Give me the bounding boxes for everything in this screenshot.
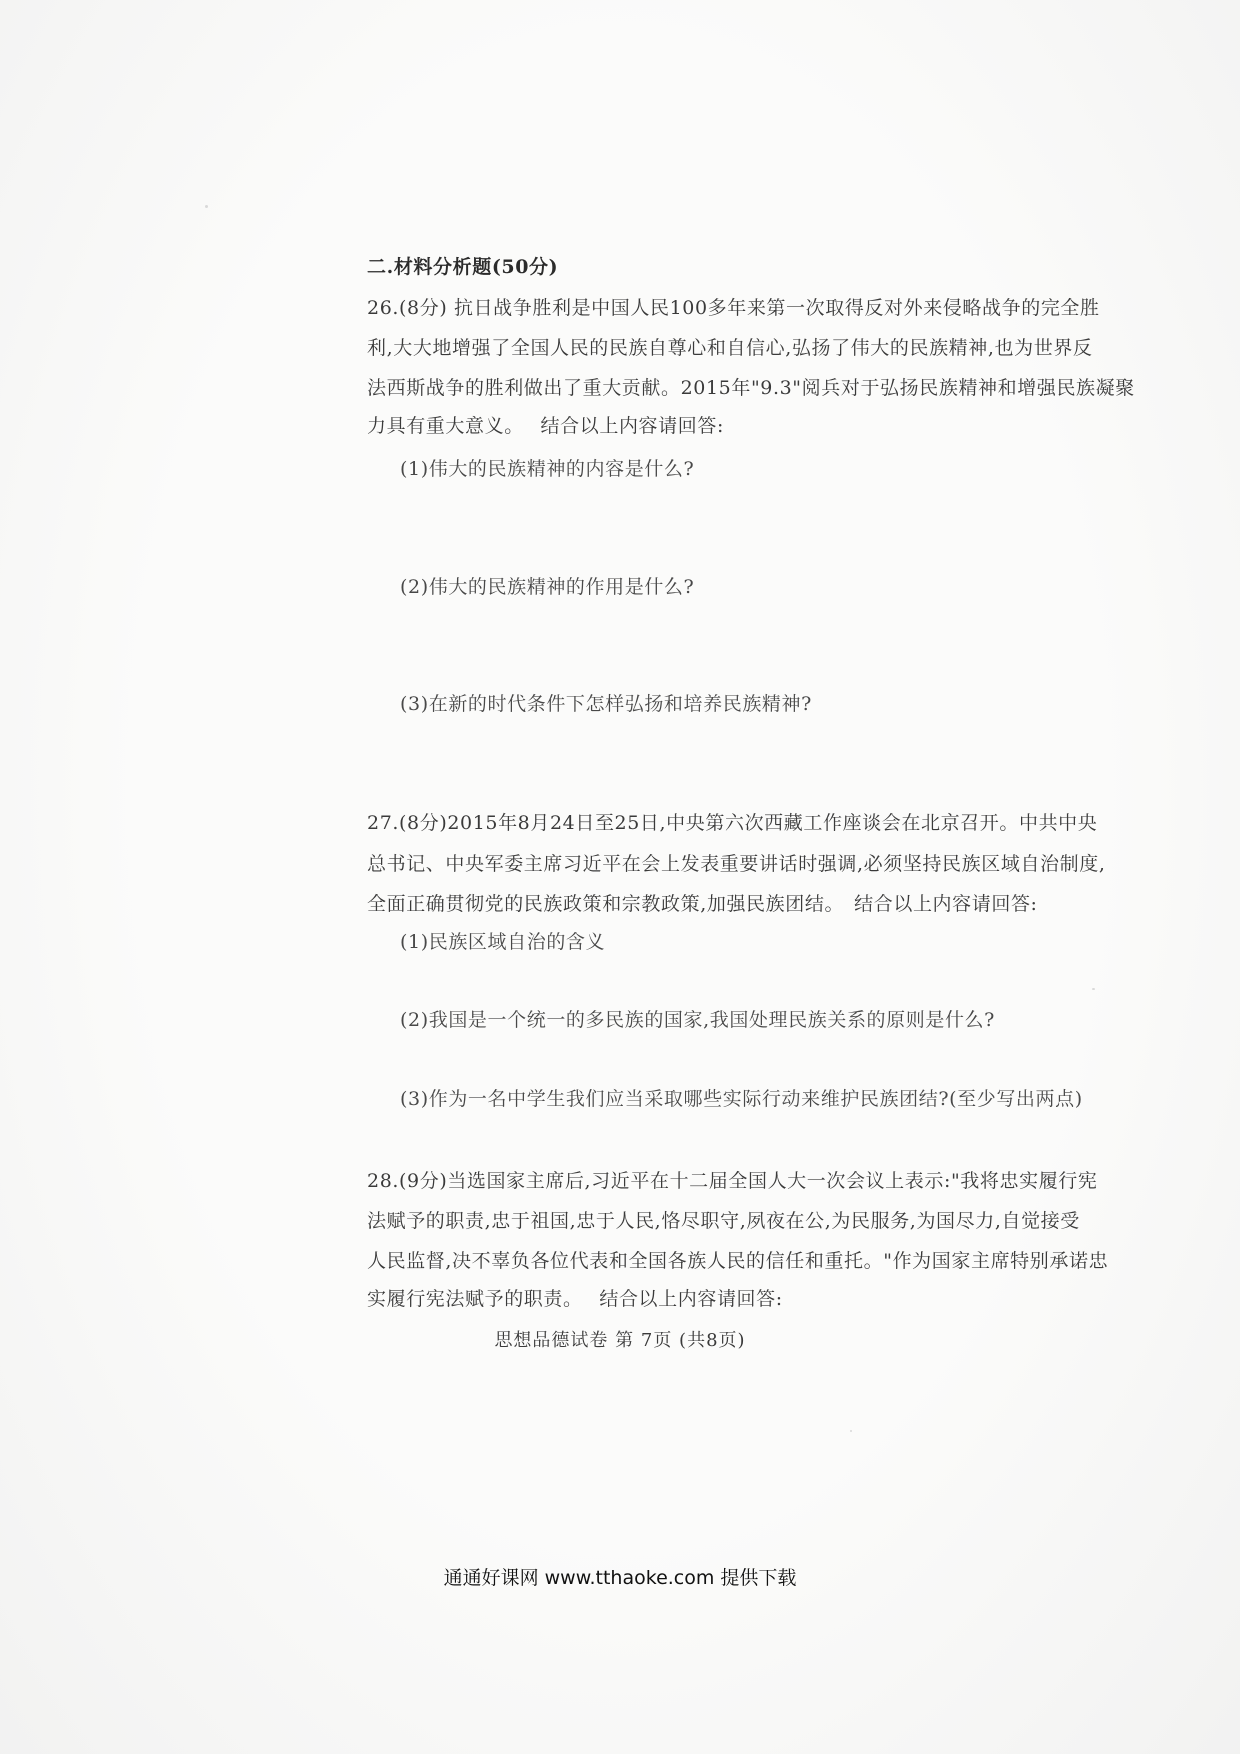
q27-subquestion-3: (3)作为一名中学生我们应当采取哪些实际行动来维护民族团结?(至少写出两点) (400, 1088, 1083, 1110)
q27-line-3: 全面正确贯彻党的民族政策和宗教政策,加强民族团结。 结合以上内容请回答: (367, 893, 1038, 915)
q26-line-2: 利,大大地增强了全国人民的民族自尊心和自信心,弘扬了伟大的民族精神,也为世界反 (367, 337, 1093, 359)
q26-subquestion-3: (3)在新的时代条件下怎样弘扬和培养民族精神? (400, 693, 812, 715)
q28-line-4: 实履行宪法赋予的职责。 结合以上内容请回答: (367, 1288, 783, 1310)
q27-subquestion-2: (2)我国是一个统一的多民族的国家,我国处理民族关系的原则是什么? (400, 1009, 995, 1031)
scan-speck (850, 1430, 852, 1432)
q26-subquestion-2: (2)伟大的民族精神的作用是什么? (400, 576, 695, 598)
q26-line-1: 26.(8分) 抗日战争胜利是中国人民100多年来第一次取得反对外来侵略战争的完全胜 (367, 297, 1100, 319)
q28-line-3: 人民监督,决不辜负各位代表和全国各族人民的信任和重托。"作为国家主席特别承诺忠 (367, 1250, 1109, 1272)
q27-line-2: 总书记、中央军委主席习近平在会上发表重要讲话时强调,必须坚持民族区域自治制度, (367, 853, 1106, 875)
section-title: 二.材料分析题(50分) (367, 256, 559, 278)
q26-line-4: 力具有重大意义。 结合以上内容请回答: (367, 415, 724, 437)
q27-subquestion-1: (1)民族区域自治的含义 (400, 931, 606, 953)
scan-speck (205, 205, 208, 208)
q26-subquestion-1: (1)伟大的民族精神的内容是什么? (400, 458, 695, 480)
page-footer: 思想品德试卷 第 7页 (共8页) (494, 1330, 746, 1351)
q28-line-1: 28.(9分)当选国家主席后,习近平在十二届全国人大一次会议上表示:"我将忠实履行宪 (367, 1170, 1098, 1192)
q28-line-2: 法赋予的职责,忠于祖国,忠于人民,恪尽职守,夙夜在公,为民服务,为国尽力,自觉接受 (367, 1210, 1080, 1232)
q27-line-1: 27.(8分)2015年8月24日至25日,中央第六次西藏工作座谈会在北京召开。中共中央 (367, 812, 1098, 834)
q26-line-3: 法西斯战争的胜利做出了重大贡献。2015年"9.3"阅兵对于弘扬民族精神和增强民族凝聚 (367, 377, 1135, 399)
download-watermark: 通通好课网 www.tthaoke.com 提供下载 (443, 1567, 797, 1589)
scan-speck (1092, 988, 1095, 990)
